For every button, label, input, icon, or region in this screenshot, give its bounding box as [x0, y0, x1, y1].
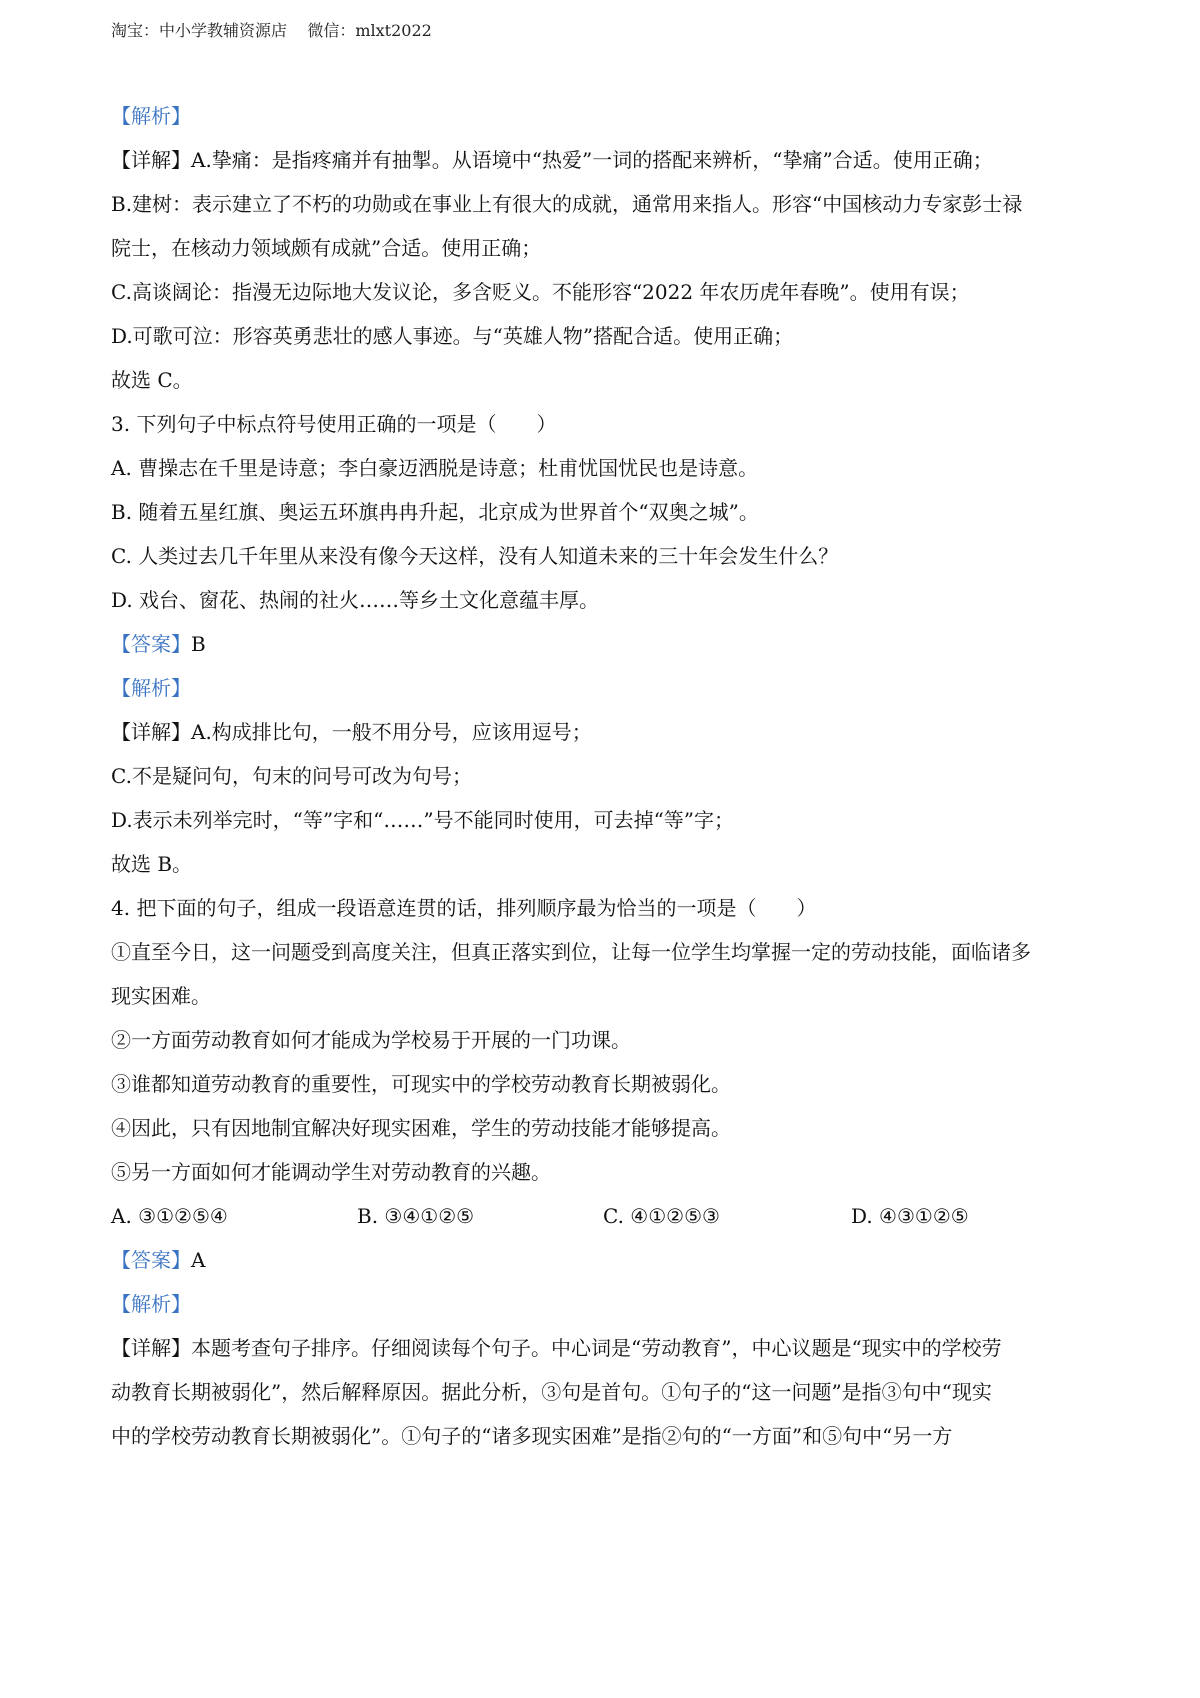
analysis-label: 【解析】: [111, 104, 191, 128]
answer-label: 【答案】: [111, 632, 191, 656]
sentence-3: ③谁都知道劳动教育的重要性，可现实中的学校劳动教育长期被弱化。: [111, 1072, 731, 1096]
conclusion: 故选 C。: [111, 368, 193, 392]
conclusion: 故选 B。: [111, 852, 193, 876]
option-a: A. 曹操志在千里是诗意；李白豪迈洒脱是诗意；杜甫忧国忧民也是诗意。: [111, 456, 759, 480]
sentence-2: ②一方面劳动教育如何才能成为学校易于开展的一门功课。: [111, 1028, 631, 1052]
answer-line: [111, 1247, 205, 1273]
analysis-label: 【解析】: [111, 1292, 191, 1316]
sentence-1: ①直至今日，这一问题受到高度关注，但真正落实到位，让每一位学生均掌握一定的劳动技能，面临诸多: [111, 940, 1031, 964]
answer-label: 【答案】: [111, 1248, 191, 1272]
detail-line: B.建树：表示建立了不朽的功勋或在事业上有很大的成就，通常用来指人。形容“中国核动力专家彭士禄: [111, 192, 1023, 216]
detail-line: D.表示未列举完时，“等”字和“……”号不能同时使用，可去掉“等”字；: [111, 808, 735, 832]
detail-line: C.不是疑问句，句末的问号可改为句号；: [111, 764, 472, 788]
detail-line: 院士，在核动力领域颇有成就”合适。使用正确；: [111, 236, 542, 260]
detail-text: A.挚痛：是指疼痛并有抽掣。从语境中“热爱”一词的搭配来辨析，“挚痛”合适。使用正确；: [191, 148, 993, 172]
detail-text: A.构成排比句，一般不用分号，应该用逗号；: [191, 720, 592, 744]
detail-line: 动教育长期被弱化”，然后解释原因。据此分析，③句是首句。①句子的“这一问题”是指③句中“现实: [111, 1380, 992, 1404]
sentence-5: ⑤另一方面如何才能调动学生对劳动教育的兴趣。: [111, 1160, 551, 1184]
option-b: B. 随着五星红旗、奥运五环旗冉冉升起，北京成为世界首个“双奥之城”。: [111, 500, 759, 524]
detail-label: 【详解】: [111, 720, 191, 744]
option-a: A. ③①②⑤④: [111, 1204, 228, 1228]
option-c: C. ④①②⑤③: [603, 1204, 720, 1228]
option-b: B. ③④①②⑤: [357, 1204, 475, 1228]
option-d: D. 戏台、窗花、热闹的社火……等乡土文化意蕴丰厚。: [111, 588, 600, 612]
question-title: 3. 下列句子中标点符号使用正确的一项是（ ）: [111, 412, 557, 436]
option-c: C. 人类过去几千年里从来没有像今天这样，没有人知道未来的三十年会发生什么？: [111, 544, 839, 568]
detail-line: C.高谈阔论：指漫无边际地大发议论，多含贬义。不能形容“2022 年农历虎年春晚”。使用有误；: [111, 280, 970, 304]
detail-label: 【详解】: [111, 148, 191, 172]
sentence-1-cont: 现实困难。: [111, 984, 211, 1008]
detail-line: 中的学校劳动教育长期被弱化”。①句子的“诸多现实困难”是指②句的“一方面”和⑤句中“另一方: [111, 1424, 953, 1448]
detail-line: [111, 1335, 1002, 1361]
detail-text: 本题考查句子排序。仔细阅读每个句子。中心词是“劳动教育”，中心议题是“现实中的学校劳: [191, 1336, 1002, 1360]
answer-value: A: [191, 1248, 206, 1272]
detail-line: D.可歌可泣：形容英勇悲壮的感人事迹。与“英雄人物”搭配合适。使用正确；: [111, 324, 794, 348]
sentence-4: ④因此，只有因地制宜解决好现实困难，学生的劳动技能才能够提高。: [111, 1116, 731, 1140]
option-d: D. ④③①②⑤: [851, 1204, 969, 1228]
detail-line: [111, 719, 592, 745]
detail-line: [111, 147, 993, 173]
analysis-label: 【解析】: [111, 676, 191, 700]
page-header-watermark: 淘宝：中小学教辅资源店 微信：mlxt2022: [111, 21, 432, 40]
answer-value: B: [191, 632, 206, 656]
question-title: 4. 把下面的句子，组成一段语意连贯的话，排列顺序最为恰当的一项是（ ）: [111, 896, 817, 920]
answer-line: [111, 631, 206, 657]
detail-label: 【详解】: [111, 1336, 191, 1360]
